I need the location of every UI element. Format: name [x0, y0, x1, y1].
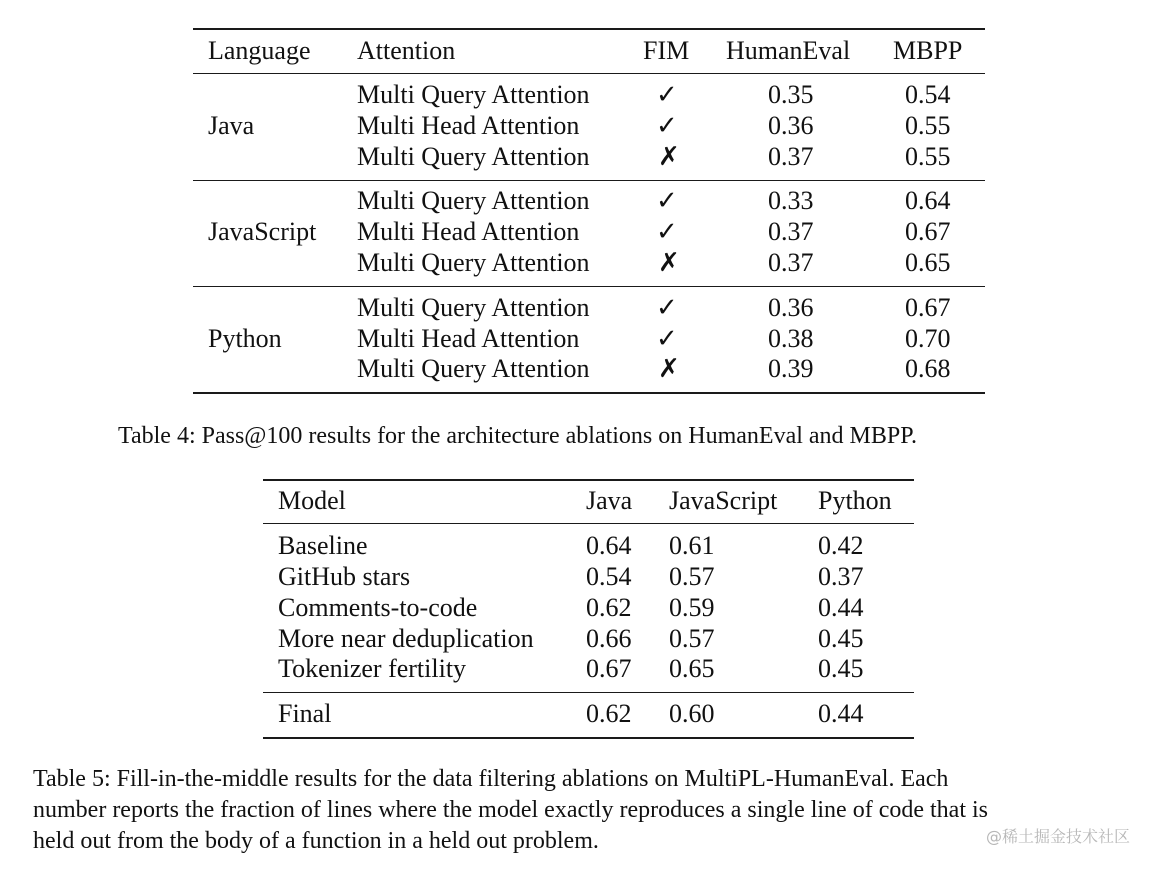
check-icon: ✓ [656, 217, 678, 247]
table-5-java-cell: 0.54 [586, 562, 632, 591]
table-4-attention-cell: Multi Query Attention [357, 80, 590, 109]
table-4-attention-cell: Multi Query Attention [357, 248, 590, 277]
table-5-caption-line: Table 5: Fill-in-the-middle results for the data filtering ablations on MultiPL-HumanEval. Each [33, 766, 949, 792]
table-5-final-java-cell: 0.62 [586, 699, 632, 728]
table-4-group-rule [193, 180, 985, 181]
check-icon: ✓ [656, 186, 678, 216]
table-4-header-attention: Attention [357, 36, 456, 65]
cross-icon: ✗ [658, 248, 680, 278]
table-4-header-rule [193, 73, 985, 74]
table-4-mbpp-cell: 0.68 [905, 354, 951, 383]
table-4-header-mbpp: MBPP [893, 36, 963, 65]
table-4-attention-cell: Multi Query Attention [357, 186, 590, 215]
table-5-caption-line: held out from the body of a function in a held out problem. [33, 828, 599, 854]
table-5-top-rule [263, 479, 914, 481]
table-5-caption-line: number reports the fraction of lines where the model exactly reproduces a single line of code that is [33, 797, 988, 823]
table-5-python-cell: 0.44 [818, 593, 864, 622]
table-5-javascript-cell: 0.59 [669, 593, 715, 622]
table-5-javascript-cell: 0.57 [669, 562, 715, 591]
table-5-python-cell: 0.42 [818, 531, 864, 560]
table-5-final-python-cell: 0.44 [818, 699, 864, 728]
table-4-mbpp-cell: 0.67 [905, 293, 951, 322]
table-4-mbpp-cell: 0.55 [905, 111, 951, 140]
check-icon: ✓ [656, 111, 678, 141]
table-4-mbpp-cell: 0.65 [905, 248, 951, 277]
table-5-python-cell: 0.45 [818, 654, 864, 683]
table-4-language-cell: JavaScript [208, 217, 317, 246]
table-4-humaneval-cell: 0.39 [768, 354, 814, 383]
table-5-header-model: Model [278, 486, 346, 515]
table-4-caption: Table 4: Pass@100 results for the architecture ablations on HumanEval and MBPP. [118, 423, 917, 449]
table-4-humaneval-cell: 0.37 [768, 248, 814, 277]
table-4-humaneval-cell: 0.38 [768, 324, 814, 353]
table-4-attention-cell: Multi Head Attention [357, 217, 580, 246]
table-5-python-cell: 0.45 [818, 624, 864, 653]
table-4-humaneval-cell: 0.36 [768, 111, 814, 140]
table-4-mbpp-cell: 0.54 [905, 80, 951, 109]
table-5-model-cell: Tokenizer fertility [278, 654, 467, 683]
table-5-model-cell: Comments-to-code [278, 593, 478, 622]
cross-icon: ✗ [658, 142, 680, 172]
table-5-header-java: Java [586, 486, 633, 515]
check-icon: ✓ [656, 80, 678, 110]
table-5-final-model-cell: Final [278, 699, 332, 728]
table-4-mbpp-cell: 0.70 [905, 324, 951, 353]
table-5-bottom-rule [263, 737, 914, 739]
table-4-bottom-rule [193, 392, 985, 394]
table-4-humaneval-cell: 0.33 [768, 186, 814, 215]
table-5-java-cell: 0.62 [586, 593, 632, 622]
table-5-model-cell: GitHub stars [278, 562, 411, 591]
table-5-header-javascript: JavaScript [669, 486, 778, 515]
table-4-attention-cell: Multi Head Attention [357, 111, 580, 140]
table-5-java-cell: 0.67 [586, 654, 632, 683]
cross-icon: ✗ [658, 354, 680, 384]
table-5-final-rule [263, 692, 914, 693]
table-5-header-python: Python [818, 486, 892, 515]
table-4-mbpp-cell: 0.64 [905, 186, 951, 215]
watermark: @稀土掘金技术社区 [986, 827, 1131, 846]
table-4-attention-cell: Multi Query Attention [357, 293, 590, 322]
table-4-header-humaneval: HumanEval [726, 36, 851, 65]
table-4-humaneval-cell: 0.37 [768, 142, 814, 171]
table-5-javascript-cell: 0.57 [669, 624, 715, 653]
table-4-top-rule [193, 28, 985, 30]
table-4-header-fim: FIM [643, 36, 690, 65]
table-4-group-rule [193, 286, 985, 287]
table-4-mbpp-cell: 0.55 [905, 142, 951, 171]
table-4-humaneval-cell: 0.35 [768, 80, 814, 109]
table-5-header-rule [263, 523, 914, 524]
table-4-mbpp-cell: 0.67 [905, 217, 951, 246]
table-4-language-cell: Python [208, 324, 282, 353]
table-4-language-cell: Java [208, 111, 255, 140]
table-4-header-language: Language [208, 36, 311, 65]
table-4-humaneval-cell: 0.36 [768, 293, 814, 322]
table-5-final-javascript-cell: 0.60 [669, 699, 715, 728]
table-5-java-cell: 0.66 [586, 624, 632, 653]
table-4-humaneval-cell: 0.37 [768, 217, 814, 246]
table-5-java-cell: 0.64 [586, 531, 632, 560]
table-5-model-cell: More near deduplication [278, 624, 534, 653]
table-5-javascript-cell: 0.61 [669, 531, 715, 560]
table-5-python-cell: 0.37 [818, 562, 864, 591]
table-4-attention-cell: Multi Query Attention [357, 142, 590, 171]
table-5-javascript-cell: 0.65 [669, 654, 715, 683]
table-4-attention-cell: Multi Head Attention [357, 324, 580, 353]
table-5-model-cell: Baseline [278, 531, 368, 560]
table-4-attention-cell: Multi Query Attention [357, 354, 590, 383]
check-icon: ✓ [656, 293, 678, 323]
check-icon: ✓ [656, 324, 678, 354]
